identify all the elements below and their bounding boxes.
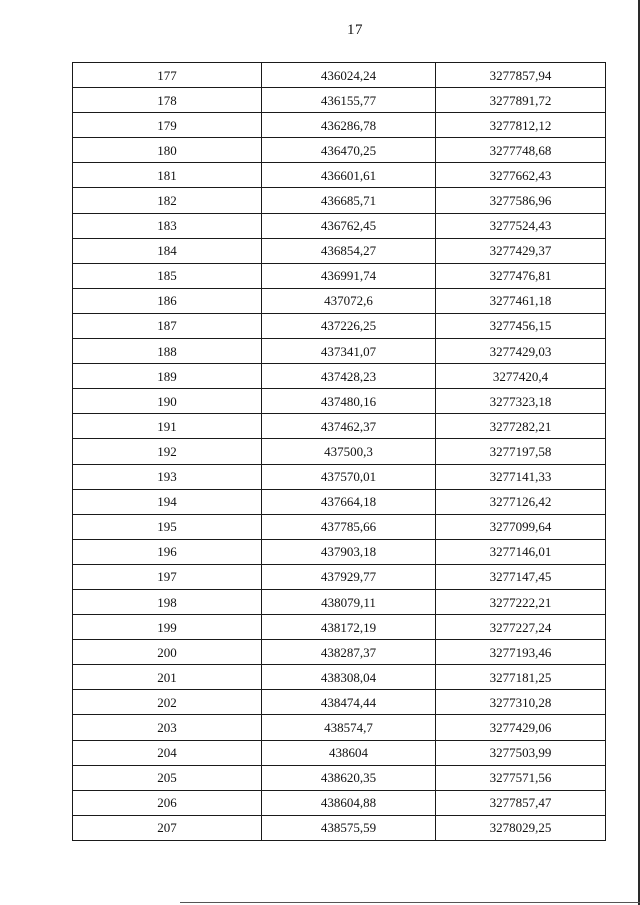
x-coordinate-cell: 437500,3 xyxy=(262,439,436,464)
y-coordinate-cell: 3277857,94 xyxy=(436,63,606,88)
table-row xyxy=(73,313,606,338)
x-coordinate-cell: 438620,35 xyxy=(262,765,436,790)
x-coordinate-cell: 437428,23 xyxy=(262,364,436,389)
point-number-cell: 179 xyxy=(73,113,262,138)
x-coordinate-cell: 438079,11 xyxy=(262,589,436,614)
table-row xyxy=(73,88,606,113)
y-coordinate-cell: 3277891,72 xyxy=(436,88,606,113)
point-number-cell: 204 xyxy=(73,740,262,765)
y-coordinate-cell: 3277227,24 xyxy=(436,615,606,640)
table-row xyxy=(73,564,606,589)
x-coordinate-cell: 436991,74 xyxy=(262,263,436,288)
x-coordinate-cell: 437664,18 xyxy=(262,489,436,514)
y-coordinate-cell: 3277857,47 xyxy=(436,790,606,815)
table-row xyxy=(73,188,606,213)
point-number-cell: 201 xyxy=(73,665,262,690)
table-row xyxy=(73,163,606,188)
x-coordinate-cell: 438575,59 xyxy=(262,815,436,840)
table-row xyxy=(73,389,606,414)
x-coordinate-cell: 438474,44 xyxy=(262,690,436,715)
point-number-cell: 191 xyxy=(73,414,262,439)
y-coordinate-cell: 3277282,21 xyxy=(436,414,606,439)
table-row xyxy=(73,514,606,539)
x-coordinate-cell: 436601,61 xyxy=(262,163,436,188)
x-coordinate-cell: 437341,07 xyxy=(262,339,436,364)
table-row xyxy=(73,489,606,514)
x-coordinate-cell: 438604 xyxy=(262,740,436,765)
x-coordinate-cell: 436685,71 xyxy=(262,188,436,213)
point-number-cell: 199 xyxy=(73,615,262,640)
point-number-cell: 185 xyxy=(73,263,262,288)
point-number-cell: 182 xyxy=(73,188,262,213)
y-coordinate-cell: 3277662,43 xyxy=(436,163,606,188)
y-coordinate-cell: 3277476,81 xyxy=(436,263,606,288)
point-number-cell: 192 xyxy=(73,439,262,464)
x-coordinate-cell: 437903,18 xyxy=(262,539,436,564)
y-coordinate-cell: 3277099,64 xyxy=(436,514,606,539)
x-coordinate-cell: 437226,25 xyxy=(262,313,436,338)
point-number-cell: 186 xyxy=(73,288,262,313)
point-number-cell: 190 xyxy=(73,389,262,414)
y-coordinate-cell: 3277193,46 xyxy=(436,640,606,665)
point-number-cell: 197 xyxy=(73,564,262,589)
y-coordinate-cell: 3277141,33 xyxy=(436,464,606,489)
coordinates-table xyxy=(72,62,606,841)
x-coordinate-cell: 438308,04 xyxy=(262,665,436,690)
point-number-cell: 187 xyxy=(73,313,262,338)
table-row xyxy=(73,715,606,740)
y-coordinate-cell: 3277812,12 xyxy=(436,113,606,138)
table-row xyxy=(73,640,606,665)
table-row xyxy=(73,665,606,690)
table-row xyxy=(73,815,606,840)
table-row xyxy=(73,288,606,313)
table-row xyxy=(73,790,606,815)
y-coordinate-cell: 3277586,96 xyxy=(436,188,606,213)
page-number: 17 xyxy=(347,22,363,38)
point-number-cell: 188 xyxy=(73,339,262,364)
table-row xyxy=(73,63,606,88)
y-coordinate-cell: 3277461,18 xyxy=(436,288,606,313)
x-coordinate-cell: 436854,27 xyxy=(262,238,436,263)
point-number-cell: 203 xyxy=(73,715,262,740)
x-coordinate-cell: 437072,6 xyxy=(262,288,436,313)
point-number-cell: 207 xyxy=(73,815,262,840)
y-coordinate-cell: 3277429,06 xyxy=(436,715,606,740)
point-number-cell: 194 xyxy=(73,489,262,514)
point-number-cell: 198 xyxy=(73,589,262,614)
y-coordinate-cell: 3277503,99 xyxy=(436,740,606,765)
point-number-cell: 183 xyxy=(73,213,262,238)
x-coordinate-cell: 437462,37 xyxy=(262,414,436,439)
x-coordinate-cell: 437929,77 xyxy=(262,564,436,589)
point-number-cell: 181 xyxy=(73,163,262,188)
table-row xyxy=(73,339,606,364)
y-coordinate-cell: 3277571,56 xyxy=(436,765,606,790)
point-number-cell: 193 xyxy=(73,464,262,489)
y-coordinate-cell: 3277126,42 xyxy=(436,489,606,514)
x-coordinate-cell: 436286,78 xyxy=(262,113,436,138)
x-coordinate-cell: 436762,45 xyxy=(262,213,436,238)
point-number-cell: 189 xyxy=(73,364,262,389)
y-coordinate-cell: 3277429,03 xyxy=(436,339,606,364)
point-number-cell: 202 xyxy=(73,690,262,715)
table-row xyxy=(73,589,606,614)
point-number-cell: 206 xyxy=(73,790,262,815)
x-coordinate-cell: 437570,01 xyxy=(262,464,436,489)
table-row xyxy=(73,414,606,439)
table-row xyxy=(73,464,606,489)
table-row xyxy=(73,113,606,138)
x-coordinate-cell: 436024,24 xyxy=(262,63,436,88)
point-number-cell: 180 xyxy=(73,138,262,163)
scan-edge-bottom xyxy=(180,902,640,903)
point-number-cell: 200 xyxy=(73,640,262,665)
point-number-cell: 205 xyxy=(73,765,262,790)
y-coordinate-cell: 3277420,4 xyxy=(436,364,606,389)
y-coordinate-cell: 3277323,18 xyxy=(436,389,606,414)
point-number-cell: 177 xyxy=(73,63,262,88)
x-coordinate-cell: 438287,37 xyxy=(262,640,436,665)
point-number-cell: 195 xyxy=(73,514,262,539)
y-coordinate-cell: 3277429,37 xyxy=(436,238,606,263)
y-coordinate-cell: 3277181,25 xyxy=(436,665,606,690)
table-row xyxy=(73,690,606,715)
x-coordinate-cell: 437785,66 xyxy=(262,514,436,539)
table-row xyxy=(73,439,606,464)
table-row xyxy=(73,364,606,389)
y-coordinate-cell: 3277748,68 xyxy=(436,138,606,163)
y-coordinate-cell: 3277197,58 xyxy=(436,439,606,464)
table-row xyxy=(73,238,606,263)
y-coordinate-cell: 3277524,43 xyxy=(436,213,606,238)
point-number-cell: 196 xyxy=(73,539,262,564)
table-row xyxy=(73,539,606,564)
table-row xyxy=(73,765,606,790)
y-coordinate-cell: 3277147,45 xyxy=(436,564,606,589)
table-row xyxy=(73,138,606,163)
table-row xyxy=(73,213,606,238)
y-coordinate-cell: 3277310,28 xyxy=(436,690,606,715)
coordinates-table-body xyxy=(73,63,606,841)
y-coordinate-cell: 3278029,25 xyxy=(436,815,606,840)
y-coordinate-cell: 3277146,01 xyxy=(436,539,606,564)
y-coordinate-cell: 3277222,21 xyxy=(436,589,606,614)
point-number-cell: 184 xyxy=(73,238,262,263)
x-coordinate-cell: 436155,77 xyxy=(262,88,436,113)
x-coordinate-cell: 437480,16 xyxy=(262,389,436,414)
x-coordinate-cell: 438574,7 xyxy=(262,715,436,740)
x-coordinate-cell: 438604,88 xyxy=(262,790,436,815)
x-coordinate-cell: 436470,25 xyxy=(262,138,436,163)
point-number-cell: 178 xyxy=(73,88,262,113)
y-coordinate-cell: 3277456,15 xyxy=(436,313,606,338)
table-row xyxy=(73,263,606,288)
table-row xyxy=(73,615,606,640)
table-row xyxy=(73,740,606,765)
x-coordinate-cell: 438172,19 xyxy=(262,615,436,640)
